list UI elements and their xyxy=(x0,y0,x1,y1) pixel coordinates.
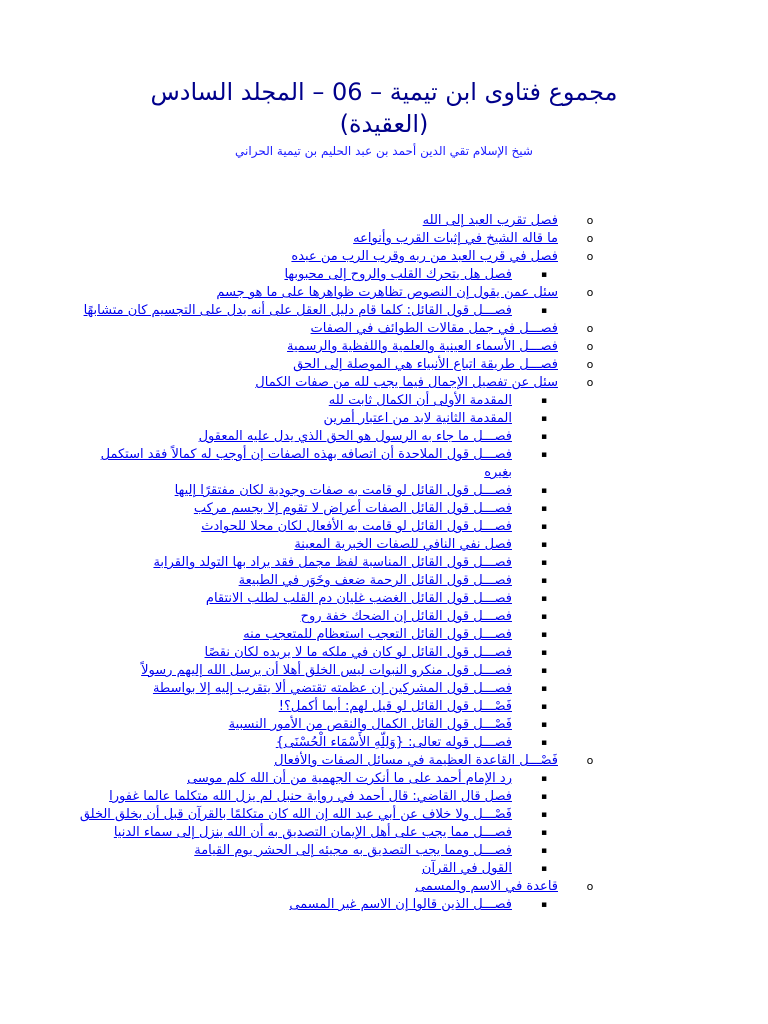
toc-item[interactable] xyxy=(78,734,512,752)
toc-link[interactable]: فصل تقرب العبد إلى الله xyxy=(422,213,558,228)
toc-link[interactable]: فصـــل قول القائل الصفات أعراض لا تقوم إلا بجسم مركب xyxy=(193,501,512,516)
toc-item[interactable] xyxy=(78,248,558,266)
toc-item[interactable] xyxy=(78,392,512,410)
toc-item[interactable] xyxy=(78,338,558,356)
title-line-2: (العقيدة) xyxy=(339,110,429,138)
toc-link[interactable]: فصـــل قول القائل: كلما قام دليل العقل على أنه يدل على التجسيم كان متشابهًا xyxy=(83,303,512,318)
toc-item[interactable] xyxy=(78,518,512,536)
toc-item[interactable] xyxy=(78,554,512,572)
toc-link[interactable]: ما قاله الشيخ في إثبات القرب وأنواعه xyxy=(353,231,558,246)
toc-link[interactable]: المقدمة الأولى أن الكمال ثابت لله xyxy=(328,393,512,408)
toc-link[interactable]: فصـــل قول القائل إن الضحك خفة روح xyxy=(300,609,512,624)
toc-link[interactable]: فصل هل يتحرك القلب والروح إلى محبوبها xyxy=(284,267,512,282)
toc-link[interactable]: فَصْـــل القاعدة العظيمة في مسائل الصفات والأفعال xyxy=(274,753,558,768)
toc-link[interactable]: فصـــل قول القائل المناسبة لفظ مجمل فقد يراد بها التولد والقرابة xyxy=(153,555,512,570)
toc-link[interactable]: فصـــل قول القائل لو قامت به صفات وجودية لكان مفتقرًا إليها xyxy=(174,483,512,498)
toc-link[interactable]: فَصْـــل ولا خلاف عن أبي عبد الله إن الله كان متكلمًا بالقرآن قبل أن يخلق الخلق xyxy=(79,807,512,822)
toc-link[interactable]: سئل عمن يقول إن النصوص تظاهرت ظواهرها على ما هو جسم xyxy=(216,285,558,300)
toc-link[interactable]: فصـــل قول القائل لو كان في ملكه ما لا يريده لكان نقصًا xyxy=(204,645,512,660)
toc-link[interactable]: فصـــل قول القائل الغضب غليان دم القلب لطلب الانتقام xyxy=(205,591,512,606)
toc-link[interactable]: فصـــل مما يجب على أهل الإيمان التصديق به أن الله ينزل إلى سماء الدنيا xyxy=(113,825,512,840)
toc-item[interactable] xyxy=(78,428,512,446)
toc-item[interactable] xyxy=(78,770,512,788)
toc-link[interactable]: القول في القرآن xyxy=(421,861,512,876)
toc-item[interactable] xyxy=(78,446,512,482)
toc-link[interactable]: فصل نفي النافي للصفات الخبرية المعينة xyxy=(294,537,512,552)
toc-item[interactable] xyxy=(78,536,512,554)
toc-link[interactable]: فصـــل قوله تعالى: {وَلِلّهِ الأَسْمَاء الْحُسْنَى} xyxy=(275,735,512,750)
toc-item[interactable] xyxy=(78,410,512,428)
toc-item[interactable] xyxy=(78,896,512,914)
toc-item[interactable] xyxy=(78,662,512,680)
toc-item[interactable] xyxy=(78,788,512,806)
table-of-contents xyxy=(78,212,558,914)
toc-item[interactable] xyxy=(78,374,558,392)
toc-item[interactable] xyxy=(78,680,512,698)
toc-link[interactable]: فصـــل قول القائل التعجب استعظام للمتعجب منه xyxy=(243,627,512,642)
toc-item[interactable] xyxy=(78,806,512,824)
toc-link[interactable]: فصـــل ومما يجب التصديق به مجيئه إلى الحشر يوم القيامة xyxy=(194,843,512,858)
toc-link[interactable]: فصـــل قول القائل لو قامت به الأفعال لكان محلا للحوادث xyxy=(201,519,512,534)
toc-link[interactable]: فصل قال القاضي: قال أحمد في رواية حنبل لم يزل الله متكلما عالما غفورا xyxy=(109,789,512,804)
toc-item[interactable] xyxy=(78,356,558,374)
toc-link[interactable]: فصـــل الذين قالوا إن الاسم غير المسمى xyxy=(289,897,512,912)
toc-link[interactable]: فصـــل قول الملاحدة أن اتصافه بهذه الصفات إن أوجب له كمالاً فقد استكمل بغيره xyxy=(100,447,512,480)
toc-link[interactable]: رد الإمام أحمد على ما أنكرت الجهمية من أن الله كلم موسى xyxy=(187,771,512,786)
toc-link[interactable]: سئل عن تفصيل الإجمال فيما يجب لله من صفات الكمال xyxy=(255,375,558,390)
toc-link[interactable]: فَصْـــل قول القائل لو قيل لهم: أيما أكمل؟! xyxy=(278,699,512,714)
toc-link[interactable]: فصـــل قول القائل الرحمة ضعف وخَوَر في الطبيعة xyxy=(238,573,512,588)
toc-link[interactable]: فصـــل طريقة اتباع الأنبياء هي الموصلة إلى الحق xyxy=(293,357,558,372)
toc-item[interactable] xyxy=(78,698,512,716)
toc-item[interactable] xyxy=(78,212,558,230)
toc-link[interactable]: فصـــل الأسماء العينية والعلمية واللفظية والرسمية xyxy=(287,339,558,354)
toc-link[interactable]: فصـــل ما جاء به الرسول هو الحق الذي يدل عليه المعقول xyxy=(198,429,512,444)
toc-link[interactable]: قاعدة في الاسم والمسمى xyxy=(415,879,558,894)
toc-item[interactable] xyxy=(78,266,512,284)
toc-item[interactable] xyxy=(78,824,512,842)
toc-link[interactable]: فصل في قرب العبد من ربه وقرب الرب من عبده xyxy=(291,249,558,264)
toc-item[interactable] xyxy=(78,572,512,590)
toc-item[interactable] xyxy=(78,302,512,320)
page-title xyxy=(0,76,768,140)
toc-item[interactable] xyxy=(78,608,512,626)
author-line: شيخ الإسلام تقي الدين أحمد بن عبد الحليم بن تيمية الحراني xyxy=(235,144,533,158)
toc-item[interactable] xyxy=(78,230,558,248)
toc-link[interactable]: فصـــل قول منكرو النبوات ليس الخلق أهلا أن يرسل الله إليهم رسولاً xyxy=(141,663,512,678)
toc-item[interactable] xyxy=(78,320,558,338)
toc-item[interactable] xyxy=(78,626,512,644)
toc-item[interactable] xyxy=(78,500,512,518)
toc-item[interactable] xyxy=(78,842,512,860)
toc-item[interactable] xyxy=(78,590,512,608)
toc-item[interactable] xyxy=(78,860,512,878)
toc-item[interactable] xyxy=(78,644,512,662)
toc-link[interactable]: فَصْـــل قول القائل الكمال والنقص من الأمور النسبية xyxy=(228,717,512,732)
toc-link[interactable]: فصـــل قول المشركين إن عظمته تقتضي ألا يتقرب إليه إلا بواسطة xyxy=(152,681,512,696)
toc-item[interactable] xyxy=(78,482,512,500)
toc-item[interactable] xyxy=(78,752,558,770)
toc-item[interactable] xyxy=(78,716,512,734)
title-line-1: مجموع فتاوى ابن تيمية – 06 – المجلد السادس xyxy=(150,78,618,106)
toc-link[interactable]: فصـــل في جمل مقالات الطوائف في الصفات xyxy=(310,321,558,336)
toc-item[interactable] xyxy=(78,284,558,302)
toc-item[interactable] xyxy=(78,878,558,896)
toc-link[interactable]: المقدمة الثانية لابد من اعتبار أمرين xyxy=(323,411,512,426)
